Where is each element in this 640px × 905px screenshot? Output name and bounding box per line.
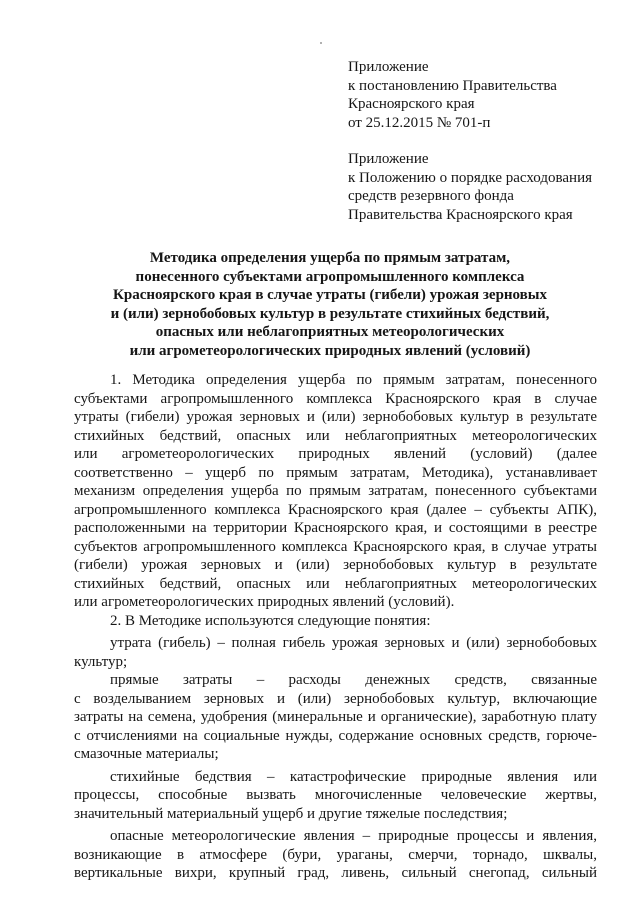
body-line: утраты (гибели) урожая зерновых и (или) зернобобовых культур в результате xyxy=(74,409,597,425)
definition-loss xyxy=(74,634,597,671)
body-line: смазочные материалы; xyxy=(74,746,219,762)
body-line: вертикальные вихри, крупный град, ливень, сильный снегопад, сильный xyxy=(74,865,597,881)
header-line: средств резервного фонда xyxy=(348,188,514,204)
body-line: субъектов агропромышленного комплекса Красноярского края, в случае утраты xyxy=(74,538,597,555)
body-line: возникающие в атмосфере (бури, ураганы, смерчи, торнадо, шквалы, xyxy=(74,846,597,863)
body-line: или агрометеорологических природных явлений (условий). xyxy=(74,594,455,610)
paragraph-2 xyxy=(74,612,597,631)
header-line: от 25.12.2015 № 701-п xyxy=(348,114,491,131)
scan-speck xyxy=(320,42,322,44)
appendix-header xyxy=(348,58,628,224)
appendix-block-2 xyxy=(348,150,628,224)
body-line: 1. Методика определения ущерба по прямым затратам, понесенного xyxy=(110,372,597,388)
body-line: процессы, способные вызвать многочисленные человеческие жертвы, xyxy=(74,787,597,803)
body-line: с отчислениями на социальные нужды, содержание основных средств, горюче- xyxy=(74,727,597,744)
body-line: стихийные бедствия – катастрофические природные явления или xyxy=(110,768,597,785)
body-line: значительный материальный ущерб и другие тяжелые последствия; xyxy=(74,805,508,822)
body-line: 2. В Методике используются следующие понятия: xyxy=(110,612,431,629)
body-line: с возделыванием зерновых и (или) зернобобовых культур, включающие xyxy=(74,690,597,707)
appendix-block-1 xyxy=(348,58,628,132)
title-line: Методика определения ущерба по прямым затратам, xyxy=(149,250,511,266)
header-line: Приложение xyxy=(348,59,429,75)
header-line: Правительства Красноярского края xyxy=(348,206,573,223)
document-title xyxy=(60,249,600,360)
body-line: соответственно – ущерб по прямым затратам, Методика), устанавливает xyxy=(74,464,597,481)
body-line: стихийных бедствий, опасных или неблагоприятных метеорологических xyxy=(74,575,597,592)
definition-dangerous-weather xyxy=(74,827,597,883)
header-line: Приложение xyxy=(348,151,429,167)
body-line: затраты на семена, удобрения (минеральные и органические), заработную плату xyxy=(74,709,597,725)
body-line: утрата (гибель) – полная гибель урожая зерновых и (или) зернобобовых xyxy=(110,635,597,651)
document-body xyxy=(74,371,597,883)
body-line: механизм определения ущерба по прямым затратам, понесенного субъектами xyxy=(74,483,597,499)
body-line: агропромышленного комплекса Красноярского края (далее – субъекты АПК), xyxy=(74,501,597,518)
body-line: опасные метеорологические явления – природные процессы и явления, xyxy=(110,828,597,844)
title-line: понесенного субъектами агропромышленного комплекса xyxy=(135,268,525,285)
body-line: прямые затраты – расходы денежных средств, связанные xyxy=(110,672,597,688)
body-line: (гибели) урожая зерновых и (или) зернобобовых культур в результате xyxy=(74,557,597,573)
header-line: к Положению о порядке расходования xyxy=(348,169,592,186)
header-line: к постановлению Правительства xyxy=(348,77,557,94)
title-line: и (или) зернобобовых культур в результате стихийных бедствий, xyxy=(110,305,550,322)
title-line: или агрометеорологических природных явлений (условий) xyxy=(129,342,531,359)
definition-direct-costs xyxy=(74,671,597,764)
definition-natural-disasters xyxy=(74,768,597,824)
paragraph-1 xyxy=(74,371,597,612)
title-line: опасных или неблагоприятных метеорологических xyxy=(155,324,505,340)
body-line: расположенными на территории Красноярского края, и состоящими в реестре xyxy=(74,520,597,536)
header-line: Красноярского края xyxy=(348,96,475,112)
body-line: субъектами агропромышленного комплекса Красноярского края в случае xyxy=(74,390,597,407)
body-line: стихийных бедствий, опасных или неблагоприятных метеорологических xyxy=(74,427,597,444)
body-line: или агрометеорологических природных явлений (условий) (далее xyxy=(74,446,597,462)
title-line: Красноярского края в случае утраты (гибели) урожая зерновых xyxy=(113,287,547,303)
body-line: культур; xyxy=(74,653,128,670)
